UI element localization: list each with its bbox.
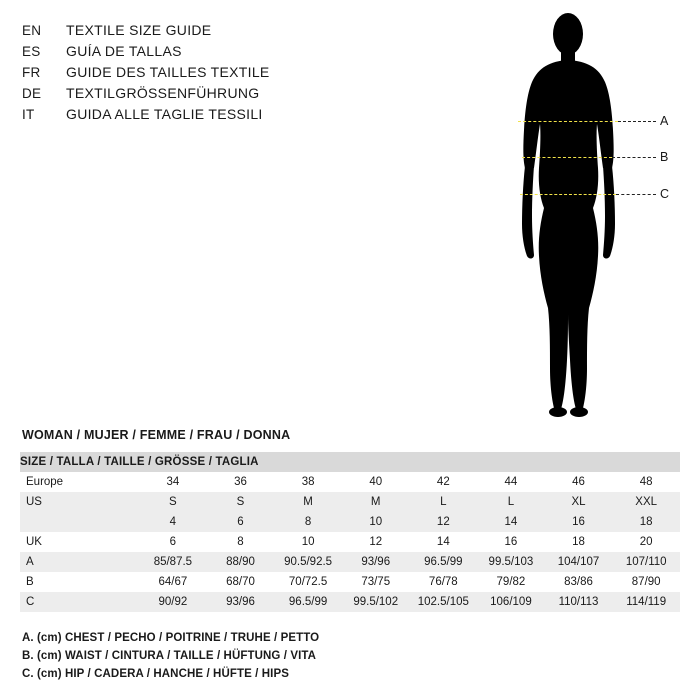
table-cell: 70/72.5 [288,576,328,588]
table-cell: 93/96 [361,556,391,568]
table-cell: 10 [369,516,383,528]
table-cell: 44 [504,476,518,488]
marker-label-a: A [660,114,669,128]
table-header-label: SIZE / TALLA / TAILLE / GRÖSSE / TAGLIA [20,456,259,468]
measurement-legend [22,632,682,686]
female-silhouette-figure [470,8,685,428]
table-cell: 104/107 [557,556,600,568]
table-cell: 8 [304,516,312,528]
table-cell: 64/67 [158,576,188,588]
table-cell: 10 [301,536,315,548]
table-cell: S [236,496,245,508]
row-label: Europe [26,476,64,488]
row-label: B [26,576,34,588]
language-title: GUIDE DES TAILLES TEXTILE [66,64,270,80]
table-cell: 83/86 [564,576,593,588]
language-code: EN [22,23,42,38]
table-cell: 8 [237,536,244,548]
language-title: GUÍA DE TALLAS [66,43,182,59]
table-cell: 99.5/103 [488,556,534,568]
table-cell: 14 [504,516,518,528]
table-row [20,592,680,612]
table-cell: 34 [166,476,180,488]
row-label: UK [26,536,42,548]
table-cell: 36 [234,476,247,488]
table-cell: XXL [635,496,658,508]
table-row [20,492,680,512]
table-cell: 93/96 [226,596,255,608]
measure-line-chest [518,121,618,122]
table-cell: 18 [639,516,653,528]
table-cell: 46 [572,476,585,488]
language-row [22,85,452,101]
table-cell: 4 [169,516,177,528]
table-row [20,572,680,592]
leader-line-a [618,121,656,122]
language-row [22,43,452,59]
row-label: C [26,596,35,608]
table-cell: 73/75 [361,576,391,588]
row-label: US [26,496,42,508]
table-row [20,532,680,552]
table-cell: 42 [436,476,450,488]
table-cell: 107/110 [625,556,667,568]
table-cell: 85/87.5 [153,556,193,568]
table-cell: 90/92 [158,596,188,608]
table-cell: 110/113 [558,596,599,608]
table-cell: 20 [639,536,653,548]
table-cell: 48 [639,476,653,488]
language-row [22,22,452,38]
table-header-row [20,452,680,472]
table-row [20,552,680,572]
table-cell: 87/90 [631,576,661,588]
table-cell: 6 [169,536,177,548]
table-cell: L [507,496,515,508]
table-cell: 68/70 [226,576,255,588]
language-code: IT [22,107,35,122]
table-cell: 12 [436,516,450,528]
table-cell: 96.5/99 [424,556,463,568]
language-code: ES [22,44,41,59]
language-title-block [22,22,452,127]
table-cell: 114/119 [626,596,667,608]
table-row [20,472,680,492]
silhouette-icon [470,8,685,428]
legend-line-c: C. (cm) HIP / CADERA / HANCHE / HÜFTE / HIPS [22,668,290,680]
language-title: TEXTILE SIZE GUIDE [66,22,212,38]
row-label [20,512,139,532]
table-cell: 38 [301,476,315,488]
table-cell: 18 [572,536,585,548]
table-cell: 102.5/105 [417,596,469,608]
size-table-wrapper [20,452,680,612]
language-row [22,106,452,122]
marker-label-c: C [660,187,670,201]
table-cell: S [169,496,177,508]
marker-label-b: B [660,150,669,164]
table-cell: 99.5/102 [353,596,399,608]
legend-line-a: A. (cm) CHEST / PECHO / POITRINE / TRUHE / PETTO [22,632,320,644]
table-cell: 88/90 [226,556,255,568]
row-label: A [26,556,34,568]
leader-line-b [612,157,656,158]
table-cell: 96.5/99 [288,596,328,608]
measure-line-hip [520,194,616,195]
language-row [22,64,452,80]
language-code: DE [22,86,42,101]
table-cell: M [370,496,381,508]
leader-line-c [616,194,656,195]
legend-line-b: B. (cm) WAIST / CINTURA / TAILLE / HÜFTUNG / VITA [22,650,317,662]
size-table [20,452,680,612]
table-cell: M [303,496,313,508]
table-caption: WOMAN / MUJER / FEMME / FRAU / DONNA [22,428,291,442]
language-code: FR [22,65,41,80]
measure-line-waist [522,157,612,158]
table-cell: 76/78 [428,576,458,588]
table-cell: 6 [237,516,244,528]
language-title: TEXTILGRÖSSENFÜHRUNG [66,85,260,101]
language-title: GUIDA ALLE TAGLIE TESSILI [66,106,263,122]
table-cell: 16 [572,516,585,528]
table-cell: L [440,496,447,508]
table-cell: XL [571,496,586,508]
table-cell: 16 [504,536,518,548]
table-cell: 14 [436,536,450,548]
table-cell: 106/109 [490,596,532,608]
table-cell: 12 [369,536,383,548]
table-cell: 40 [369,476,383,488]
table-row [20,512,680,532]
table-cell: 79/82 [496,576,526,588]
table-cell: 90.5/92.5 [284,556,333,568]
